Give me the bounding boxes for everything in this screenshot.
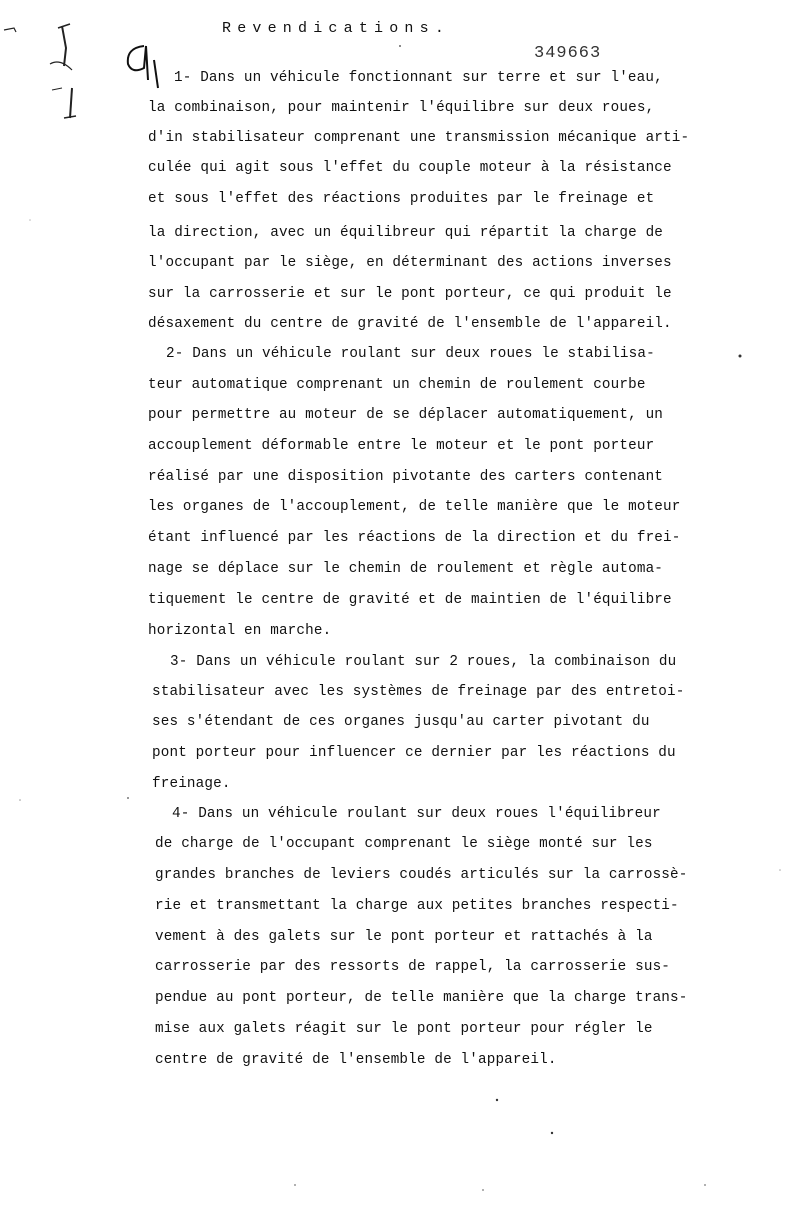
claim-1-line-2: la combinaison, pour maintenir l'équilibre sur deux roues,: [148, 100, 655, 116]
claim-3-line-4: pont porteur pour influencer ce dernier par les réactions du: [152, 745, 676, 761]
claim-1-line-3: d'in stabilisateur comprenant une transmission mécanique arti-: [148, 130, 690, 146]
claim-2-line-10: horizontal en marche.: [148, 623, 332, 639]
page-title: Revendications.: [222, 20, 451, 37]
claim-3-line-3: ses s'étendant de ces organes jusqu'au carter pivotant du: [152, 714, 650, 730]
claim-3-line-1: 3- Dans un véhicule roulant sur 2 roues, la combinaison du: [170, 654, 677, 670]
claim-4-line-7: pendue au pont porteur, de telle manière que la charge trans-: [155, 990, 688, 1006]
claim-1-line-8: sur la carrosserie et sur le pont porteur, ce qui produit le: [148, 286, 672, 302]
claim-2-line-9: tiquement le centre de gravité et de maintien de l'équilibre: [148, 592, 672, 608]
claim-1-line-7: l'occupant par le siège, en déterminant des actions inverses: [148, 255, 672, 271]
claim-1-line-9: désaxement du centre de gravité de l'ensemble de l'appareil.: [148, 316, 672, 332]
claim-3-line-5: freinage.: [152, 776, 231, 792]
claim-1-line-5: et sous l'effet des réactions produites par le freinage et: [148, 191, 655, 207]
claim-4-line-1: 4- Dans un véhicule roulant sur deux roues l'équilibreur: [172, 806, 661, 822]
claim-1-line-1: 1- Dans un véhicule fonctionnant sur terre et sur l'eau,: [174, 70, 663, 86]
claim-2-line-7: étant influencé par les réactions de la direction et du frei-: [148, 530, 681, 546]
claim-2-line-6: les organes de l'accouplement, de telle manière que le moteur: [148, 499, 681, 515]
claim-3-line-2: stabilisateur avec les systèmes de freinage par des entretoi-: [152, 684, 685, 700]
claim-4-line-6: carrosserie par des ressorts de rappel, la carrosserie sus-: [155, 959, 671, 975]
claim-2-line-4: accouplement déformable entre le moteur et le pont porteur: [148, 438, 655, 454]
claim-1-line-6: la direction, avec un équilibreur qui répartit la charge de: [148, 225, 664, 241]
patent-number-stamp: 349663: [534, 44, 602, 63]
claim-4-line-5: vement à des galets sur le pont porteur et rattachés à la: [155, 929, 653, 945]
claim-4-line-8: mise aux galets réagit sur le pont porteur pour régler le: [155, 1021, 653, 1037]
claim-2-line-3: pour permettre au moteur de se déplacer automatiquement, un: [148, 407, 664, 423]
claim-4-line-4: rie et transmettant la charge aux petites branches respecti-: [155, 898, 679, 914]
claim-4-line-3: grandes branches de leviers coudés articulés sur la carrossè-: [155, 867, 688, 883]
claim-2-line-1: 2- Dans un véhicule roulant sur deux roues le stabilisa-: [166, 346, 655, 362]
claim-2-line-2: teur automatique comprenant un chemin de roulement courbe: [148, 377, 646, 393]
claim-4-line-2: de charge de l'occupant comprenant le siège monté sur les: [155, 836, 653, 852]
claim-1-line-4: culée qui agit sous l'effet du couple moteur à la résistance: [148, 160, 672, 176]
claim-4-line-9: centre de gravité de l'ensemble de l'appareil.: [155, 1052, 557, 1068]
claim-2-line-8: nage se déplace sur le chemin de roulement et règle automa-: [148, 561, 664, 577]
claim-2-line-5: réalisé par une disposition pivotante des carters contenant: [148, 469, 664, 485]
